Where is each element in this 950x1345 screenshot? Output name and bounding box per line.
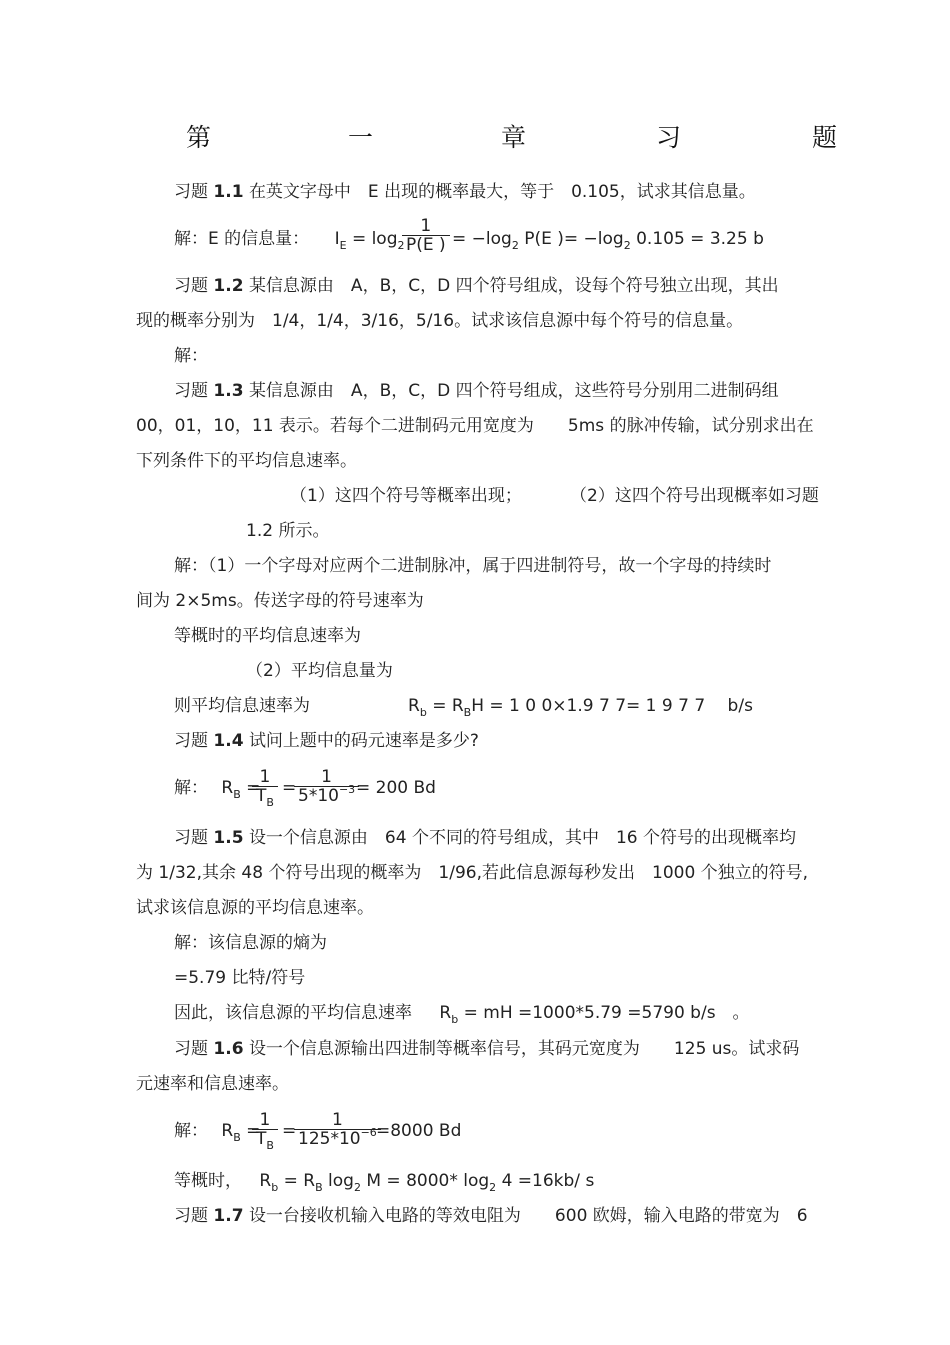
problem-label: 习题 xyxy=(174,1039,208,1059)
problem-label: 习题 xyxy=(174,182,208,202)
chapter-title-char: 一 xyxy=(348,123,374,152)
formula-text: = mH =1000*5.79 =5790 b/s 。 xyxy=(458,1003,750,1023)
problem-number: 1.7 xyxy=(213,1206,244,1226)
formula-text: H = 1 0 0×1.9 7 7= 1 9 7 7 b/s xyxy=(471,696,753,716)
problem-label: 习题 xyxy=(174,381,208,401)
fraction-denominator xyxy=(252,1129,278,1150)
formula-sub: 2 xyxy=(397,239,405,252)
problem-1-2 xyxy=(174,275,779,297)
condition-1: （1）这四个符号等概率出现； xyxy=(290,486,522,506)
chapter-title-char: 题 xyxy=(812,123,838,152)
formula-text: = xyxy=(282,778,297,798)
formula-text: T xyxy=(256,1129,267,1149)
formula-text: I xyxy=(334,229,340,249)
solution-text: 解：（1）一个字母对应两个二进制脉冲，属于四进制符号，故一个字母的持续时 xyxy=(174,556,772,576)
solution-1-2: 解： xyxy=(174,346,208,366)
fraction-1-over-125e-6 xyxy=(294,1111,381,1150)
problem-number: 1.4 xyxy=(213,731,244,751)
formula-text: log xyxy=(322,1171,354,1191)
formula-rb xyxy=(408,695,753,719)
formula-sub: 2 xyxy=(511,239,519,252)
formula-text: R xyxy=(408,696,420,716)
formula-text: 等概时， xyxy=(174,1171,242,1191)
formula-text: = xyxy=(246,778,261,798)
solution-prefix: 解：E 的信息量： xyxy=(174,229,310,249)
formula-text: R xyxy=(221,778,234,798)
fraction-numerator: 1 xyxy=(259,1110,271,1130)
formula-sub: 2 xyxy=(623,239,631,252)
solution-text: 解：该信息源的熵为 xyxy=(174,933,327,953)
formula-text: R xyxy=(439,1003,452,1023)
condition-2-cont: 1.2 所示。 xyxy=(246,521,330,541)
fraction-numerator: 1 xyxy=(321,767,332,787)
problem-text: 某信息源由 A，B，C，D 四个符号组成，设每个符号独立出现，其出 xyxy=(248,276,779,296)
problem-label: 习题 xyxy=(174,828,208,848)
solution-text: 间为 2×5ms。传送字母的符号速率为 xyxy=(136,591,424,611)
fraction-denominator xyxy=(294,1126,381,1150)
problem-text: 设一个信息源由 64 个不同的符号组成，其中 16 个符号的出现概率均 xyxy=(248,828,797,848)
formula-text: = −log xyxy=(452,229,512,249)
problem-number: 1.5 xyxy=(213,828,244,848)
problem-label: 习题 xyxy=(174,276,208,296)
problem-text: 在英文字母中 E 出现的概率最大，等于 0.105，试求其信息量。 xyxy=(248,182,756,202)
problem-number: 1.2 xyxy=(213,276,244,296)
formula-text: 0.105 = 3.25 b xyxy=(636,229,764,249)
problem-label: 习题 xyxy=(174,1206,208,1226)
formula-result: = 200 Bd xyxy=(356,778,436,798)
formula-sub: B xyxy=(266,796,274,809)
formula-text: M = 8000* log xyxy=(366,1171,490,1191)
fraction-numerator: 1 xyxy=(259,767,271,787)
formula-text: = xyxy=(246,1121,261,1141)
problem-text: 设一个信息源输出四进制等概率信号，其码元宽度为 125 us。试求码 xyxy=(248,1039,800,1059)
formula-text: P(E )= −log xyxy=(524,229,624,249)
formula-sub: 2 xyxy=(489,1181,497,1194)
formula-sup: −3 xyxy=(338,783,356,796)
formula-continuation xyxy=(452,228,764,252)
solution-prefix: 解： xyxy=(174,778,208,798)
problem-text: 某信息源由 A，B，C，D 四个符号组成，这些符号分别用二进制码组 xyxy=(248,381,779,401)
problem-label: 习题 xyxy=(174,731,208,751)
fraction-1-over-tb xyxy=(252,1111,278,1150)
chapter-title-char: 第 xyxy=(186,123,212,152)
formula-text: 因此，该信息源的平均信息速率 xyxy=(174,1003,412,1023)
fraction-numerator: 1 xyxy=(331,1110,343,1130)
problem-1-7 xyxy=(174,1205,808,1227)
fraction-1-over-pe xyxy=(402,217,450,254)
formula-sub: B xyxy=(315,1181,323,1194)
solution-text: 则平均信息速率为 xyxy=(174,696,310,716)
formula-sup: −6 xyxy=(360,1126,377,1139)
problem-1-1 xyxy=(174,181,756,203)
solution-text xyxy=(174,1170,594,1194)
solution-text: =5.79 比特/符号 xyxy=(174,968,306,988)
solution-1-4 xyxy=(174,777,260,801)
formula-sub: B xyxy=(266,1139,274,1152)
formula-sub: E xyxy=(339,239,347,252)
fraction-denominator: P(E ) xyxy=(402,235,450,254)
problem-number: 1.3 xyxy=(213,381,244,401)
formula-sub: b xyxy=(271,1181,279,1194)
formula-text: R xyxy=(221,1121,234,1141)
chapter-title-char: 章 xyxy=(501,123,527,152)
problem-text: 为 1/32,其余 48 个符号出现的概率为 1/96,若此信息源每秒发出 1000 个独立的符号, xyxy=(136,863,809,883)
fraction-1-over-tb xyxy=(252,768,278,807)
solution-prefix: 解： xyxy=(174,1121,208,1141)
fraction-1-over-5e-3 xyxy=(294,768,359,807)
formula-sub: 2 xyxy=(353,1181,361,1194)
problem-text: 设一台接收机输入电路的等效电阻为 600 欧姆，输入电路的带宽为 6 xyxy=(248,1206,808,1226)
formula-sub: B xyxy=(233,788,241,801)
formula-text: R xyxy=(259,1171,272,1191)
formula-sub: b xyxy=(451,1013,459,1026)
formula-text: = log xyxy=(351,229,398,249)
formula-text: T xyxy=(256,786,267,806)
problem-text: 元速率和信息速率。 xyxy=(136,1074,289,1094)
fraction-numerator: 1 xyxy=(420,216,432,236)
formula-text: = xyxy=(282,1121,297,1141)
formula-text: 4 =16kb/ s xyxy=(501,1171,595,1191)
formula-sub: B xyxy=(233,1131,241,1144)
problem-text: 试求该信息源的平均信息速率。 xyxy=(136,898,374,918)
condition-2: （2）这四个符号出现概率如习题 xyxy=(570,486,819,506)
formula-text: 125*10 xyxy=(298,1129,361,1149)
solution-text: （2）平均信息量为 xyxy=(246,661,393,681)
chapter-title-char: 习 xyxy=(656,123,682,152)
problem-1-3 xyxy=(174,380,779,402)
problem-text: 现的概率分别为 1/4，1/4，3/16，5/16。试求该信息源中每个符号的信息量。 xyxy=(136,311,744,331)
fraction-denominator xyxy=(252,786,278,807)
fraction-denominator xyxy=(294,783,359,807)
formula-sub: b xyxy=(419,706,427,719)
problem-text: 试问上题中的码元速率是多少? xyxy=(248,731,479,751)
problem-text: 00，01，10，11 表示。若每个二进制码元用宽度为 5ms 的脉冲传输，试分别求出在 xyxy=(136,416,814,436)
solution-1-1 xyxy=(174,228,405,252)
problem-1-4 xyxy=(174,730,479,752)
solution-text xyxy=(174,1002,750,1026)
formula-sub: B xyxy=(463,706,472,719)
formula-result: =8000 Bd xyxy=(376,1121,462,1141)
problem-1-6 xyxy=(174,1038,799,1060)
formula-text: = R xyxy=(278,1171,316,1191)
formula-text: = R xyxy=(426,696,464,716)
solution-text: 等概时的平均信息速率为 xyxy=(174,626,361,646)
problem-1-5 xyxy=(174,827,796,849)
formula-text: 5*10 xyxy=(298,786,339,806)
problem-text: 下列条件下的平均信息速率。 xyxy=(136,451,357,471)
problem-number: 1.6 xyxy=(213,1039,244,1059)
solution-1-6 xyxy=(174,1120,260,1144)
problem-number: 1.1 xyxy=(213,182,244,202)
